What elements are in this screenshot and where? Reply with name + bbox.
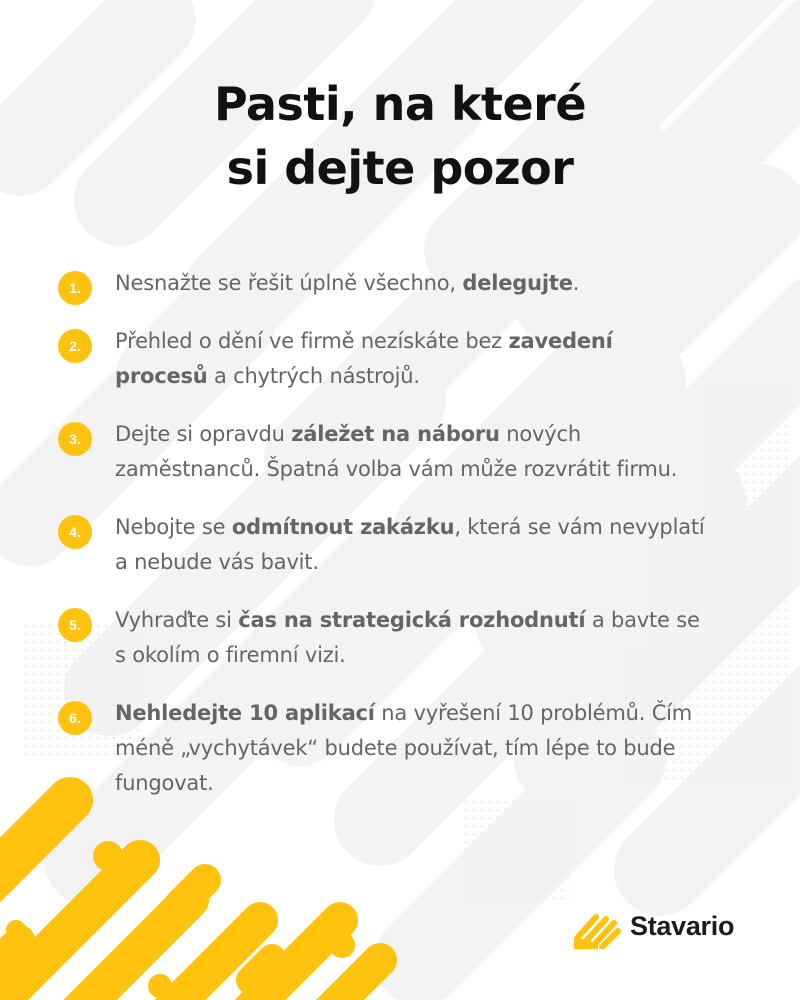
tip-text [115,510,708,580]
tip-text [115,324,708,394]
tip-text-emphasis: Nehledejte 10 aplikací [115,701,375,725]
tip-text-emphasis: delegujte [462,271,573,295]
tip-number-badge: 6. [58,701,92,735]
tip-number-badge: 5. [58,608,92,642]
tip-text-segment: , která se vám nevyplatí a nebude vás bavit. [115,515,705,574]
tip-text-segment: na vyřešení 10 problémů. Čím méně „vychytávek“ budete používat, tím lépe to bude fungovat. [115,701,693,795]
tip-number-badge: 1. [58,271,92,305]
tip-text-emphasis: záležet na náboru [291,422,500,446]
tip-item [58,696,708,801]
tip-text-segment: Nesnažte se řešit úplně všechno, [115,271,463,295]
tip-text-segment: Dejte si opravdu [115,422,292,446]
tip-number-badge: 2. [58,329,92,363]
tip-text-emphasis: zavedení procesů [115,329,613,388]
tip-text [115,266,708,301]
stavario-hand-logo-icon [572,907,622,949]
tip-text-segment: a bavte se s okolím o firemní vizi. [115,608,700,667]
tip-text-segment: Přehled o dění ve firmě nezískáte bez [115,329,509,353]
tip-item [58,603,708,673]
tip-text [115,696,708,801]
tip-item [58,266,708,301]
tip-number-badge: 4. [58,515,92,549]
page-title-line-1: Pasti, na které [213,77,587,131]
tip-text [115,417,708,487]
tip-text-segment: . [572,271,580,295]
yellow-pill-shapes [0,800,380,1000]
tip-item [58,510,708,580]
tip-text [115,603,708,673]
page-title-line-2: si dejte pozor [226,141,574,195]
tip-text-emphasis: čas na strategická rozhodnutí [238,608,586,632]
tips-list [58,266,708,824]
tip-text-emphasis: odmítnout zakázku [231,515,455,539]
page-title [0,72,800,200]
stavario-logo-text: Stavario [630,911,735,941]
tip-text-segment: nových zaměstnanců. Špatná volba vám může rozvrátit firmu. [115,422,678,481]
tip-number-badge: 3. [58,422,92,456]
tip-text-segment: Vyhraďte si [115,608,239,632]
tip-text-segment: Nebojte se [115,515,232,539]
tip-item [58,324,708,394]
tip-item [58,417,708,487]
tip-text-segment: a chytrých nástrojů. [207,364,420,388]
